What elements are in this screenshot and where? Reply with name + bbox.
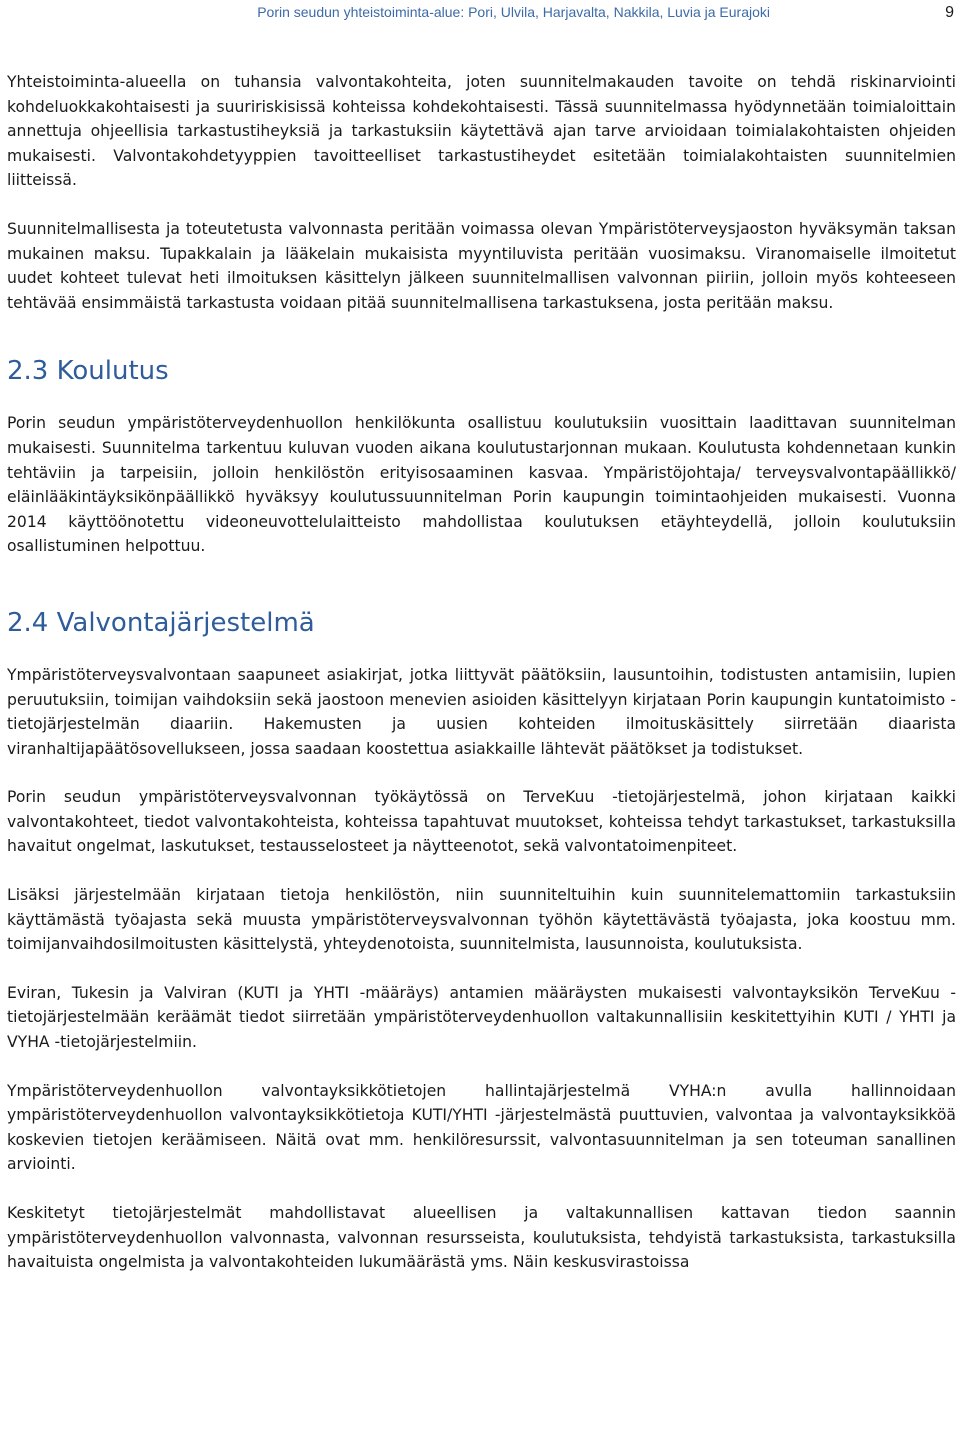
running-header-title: Porin seudun yhteistoiminta-alue: Pori, Ulvila, Harjavalta, Nakkila, Luvia ja Eurajoki (257, 4, 770, 20)
page-number: 9 (945, 4, 954, 21)
section-heading-valvontajarjestelma: 2.4 Valvontajärjestelmä (7, 607, 315, 638)
paragraph-risk-assessment: Yhteistoiminta-alueella on tuhansia valvontakohteita, joten suunnitelmakauden tavoite on tehdä riskinarviointi kohdeluokkakohtaisesti ja suuririskisissä kohteissa kohdekohtaisesti. Tässä suunnitelmassa hyödynnetään toimialoittain annettuja ohjeellisia tarkastustiheyksiä ja tarkastuksiin käytettävä ajan tarve arvioidaan toimialakohtaisten ohjeiden mukaisesti. Valvontakohdetyyppien tavoitteelliset tarkastustiheydet esitetään toimialakohtaisten suunnitelmien liitteissä. (7, 73, 956, 190)
paragraph-training: Porin seudun ympäristöterveydenhuollon henkilökunta osallistuu koulutuksiin vuosittain laadittavan suunnitelman mukaisesti. Suunnitelma tarkentuu kuluvan vuoden aikana koulutustarjonnan mukaan. Koulutusta kohdennetaan kunkin tehtäviin ja tarpeisiin, jolloin henkilöstön erityisosaaminen kasvaa. Ympäristöjohtaja/ terveysvalvontapäällikkö/ eläinlääkintäyksikönpäällikkö hyväksyy koulutussuunnitelman Porin kaupungin toimintaohjeiden mukaisesti. Vuonna 2014 käyttöönotettu videoneuvottelulaitteisto mahdollistaa koulutuksen etäyhteydellä, jolloin koulutuksiin osallistuminen helpottuu. (7, 414, 956, 556)
paragraph-documents-registry: Ympäristöterveysvalvontaan saapuneet asiakirjat, jotka liittyvät päätöksiin, lausuntoihin, todistusten antamisiin, lupien peruutuksiin, toimijan vaihdoksiin sekä jaostoon menevien asioiden käsittelyyn kirjataan Porin kaupungin kuntatoimisto -tietojärjestelmän diaariin. Hakemusten ja uusien kohteiden ilmoituskäsittely siirretään diaarista viranhaltijapäätösovellukseen, jossa saadaan koostettua asiakkaille lähtevät päätökset ja todistukset. (7, 665, 956, 758)
section-heading-koulutus: 2.3 Koulutus (7, 356, 169, 387)
paragraph-vyha-system: Ympäristöterveydenhuollon valvontayksikkötietojen hallintajärjestelmä VYHA:n avulla hallinnoidaan ympäristöterveydenhuollon valvontayksikkötietoja KUTI/YHTI -järjestelmästä puuttuvien, valvontaa ja valvontayksikköä koskevien tietojen keräämiseen. Näitä ovat mm. henkilöresurssit, valvontasuunnitelman ja sen toteuman sanallinen arviointi. (7, 1081, 956, 1174)
paragraph-fees: Suunnitelmallisesta ja toteutetusta valvonnasta peritään voimassa olevan Ympäristöterveysjaoston hyväksymän taksan mukainen maksu. Tupakkalain ja lääkelain mukaisista myyntiluvista peritään vuosimaksu. Viranomaiselle ilmoitetut uudet kohteet tulevat heti ilmoituksen käsittelyn jälkeen suunnitelmallisen valvonnan piiriin, jolloin myös kohteeseen tehtävää ensimmäistä tarkastusta voidaan pitää suunnitelmallisena tarkastuksena, josta peritään maksu. (7, 219, 956, 312)
document-body (7, 70, 956, 1275)
page-header (0, 0, 960, 36)
paragraph-centralized-systems: Keskitetyt tietojärjestelmät mahdollistavat alueellisen ja valtakunnallisen kattavan tiedon saannin ympäristöterveydenhuollon valvonnasta, valvonnan resursseista, koulutuksista, tehdyistä tarkastuksista, tarkastuksilla havaituista ongelmista ja valvontakohteiden lukumäärästä yms. Näin keskusvirastoissa (7, 1204, 956, 1272)
paragraph-tervekuu-system: Porin seudun ympäristöterveysvalvonnan työkäytössä on TerveKuu -tietojärjestelmä, johon kirjataan kaikki valvontakohteet, tiedot valvontakohteista, kohteissa tapahtuvat muutokset, kohteissa tehdyt tarkastukset, tarkastuksilla havaitut ongelmat, laskutukset, testausselosteet ja näytteenotot, sekä valvontatoimenpiteet. (7, 788, 956, 856)
paragraph-working-time: Lisäksi järjestelmään kirjataan tietoja henkilöstön, niin suunniteltuihin kuin suunnitelemattomiin tarkastuksiin käyttämästä työajasta sekä muusta ympäristöterveysvalvonnan työhön käytettävästä työajasta, joka koostuu mm. toimijanvaihdosilmoitusten käsittelystä, yhteydenotoista, suunnitelmista, lausunnoista, koulutuksista. (7, 886, 956, 954)
paragraph-kuti-yhti-transfer: Eviran, Tukesin ja Valviran (KUTI ja YHTI -määräys) antamien määräysten mukaisesti valvontayksikön TerveKuu -tietojärjestelmään keräämät tiedot siirretään ympäristöterveydenhuollon valtakunnallisiin keskitettyihin KUTI / YHTI ja VYHA -tietojärjestelmiin. (7, 983, 956, 1052)
